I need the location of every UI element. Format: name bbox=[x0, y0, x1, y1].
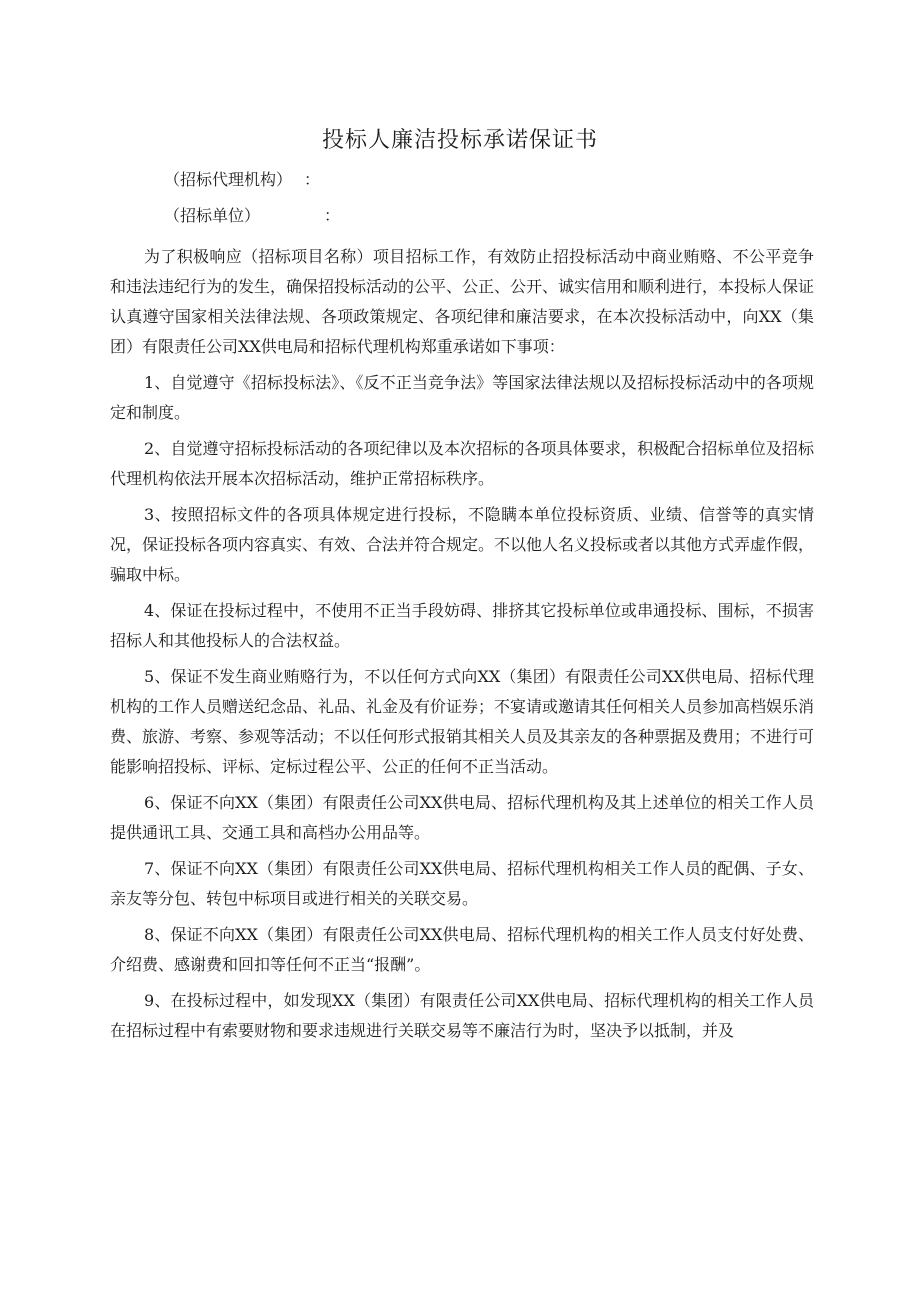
commitment-item-8: 8、保证不向XX（集团）有限责任公司XX供电局、招标代理机构的相关工作人员支付好处费、介绍费、感谢费和回扣等任何不正当“报酬”。 bbox=[110, 925, 814, 974]
unit-label: （招标单位） bbox=[164, 206, 261, 225]
commitment-item-7: 7、保证不向XX（集团）有限责任公司XX供电局、招标代理机构相关工作人员的配偶、子女、亲友等分包、转包中标项目或进行相关的关联交易。 bbox=[110, 859, 814, 908]
document-title: 投标人廉洁投标承诺保证书 bbox=[321, 128, 598, 153]
unit-colon: ： bbox=[324, 206, 341, 225]
commitment-item-6: 6、保证不向XX（集团）有限责任公司XX供电局、招标代理机构及其上述单位的相关工作人员提供通讯工具、交通工具和高档办公用品等。 bbox=[110, 793, 814, 842]
agency-line bbox=[164, 168, 320, 192]
commitment-item-2: 2、自觉遵守招标投标活动的各项纪律以及本次招标的各项具体要求，积极配合招标单位及招标代理机构依法开展本次招标活动，维护正常招标秩序。 bbox=[110, 439, 814, 488]
agency-colon: ： bbox=[304, 170, 321, 189]
commitment-item-4: 4、保证在投标过程中，不使用不正当手段妨碍、排挤其它投标单位或串通投标、围标，不损害招标人和其他投标人的合法权益。 bbox=[110, 601, 814, 650]
commitment-item-1: 1、自觉遵守《招标投标法》、《反不正当竞争法》等国家法律法规以及招标投标活动中的各项规定和制度。 bbox=[110, 373, 814, 422]
document-body bbox=[110, 242, 814, 1052]
commitment-item-9: 9、在投标过程中，如发现XX（集团）有限责任公司XX供电局、招标代理机构的相关工作人员在招标过程中有索要财物和要求违规进行关联交易等不廉洁行为时，坚决予以抵制，并及 bbox=[110, 991, 814, 1040]
commitment-item-5: 5、保证不发生商业贿赂行为，不以任何方式向XX（集团）有限责任公司XX供电局、招标代理机构的工作人员赠送纪念品、礼品、礼金及有价证券；不宴请或邀请其任何相关人员参加高档娱乐消费、旅游、考察、参观等活动；不以任何形式报销其相关人员及其亲友的各种票据及费用；不进行可能影响招投标、评标、定标过程公平、公正的任何不正当活动。 bbox=[110, 667, 815, 776]
commitment-item-3: 3、按照招标文件的各项具体规定进行投标，不隐瞒本单位投标资质、业绩、信誉等的真实情况，保证投标各项内容真实、有效、合法并符合规定。不以他人名义投标或者以其他方式弄虚作假，骗取中标。 bbox=[110, 505, 815, 584]
agency-label: （招标代理机构） bbox=[164, 170, 293, 189]
unit-line bbox=[164, 204, 340, 228]
intro-paragraph: 为了积极响应（招标项目名称）项目招标工作，有效防止招投标活动中商业贿赂、不公平竞争和违法违纪行为的发生，确保招投标活动的公平、公正、公开、诚实信用和顺利进行，本投标人保证认真遵守国家相关法律法规、各项政策规定、各项纪律和廉洁要求，在本次投标活动中，向XX（集团）有限责任公司XX供电局和招标代理机构郑重承诺如下事项： bbox=[110, 247, 815, 356]
